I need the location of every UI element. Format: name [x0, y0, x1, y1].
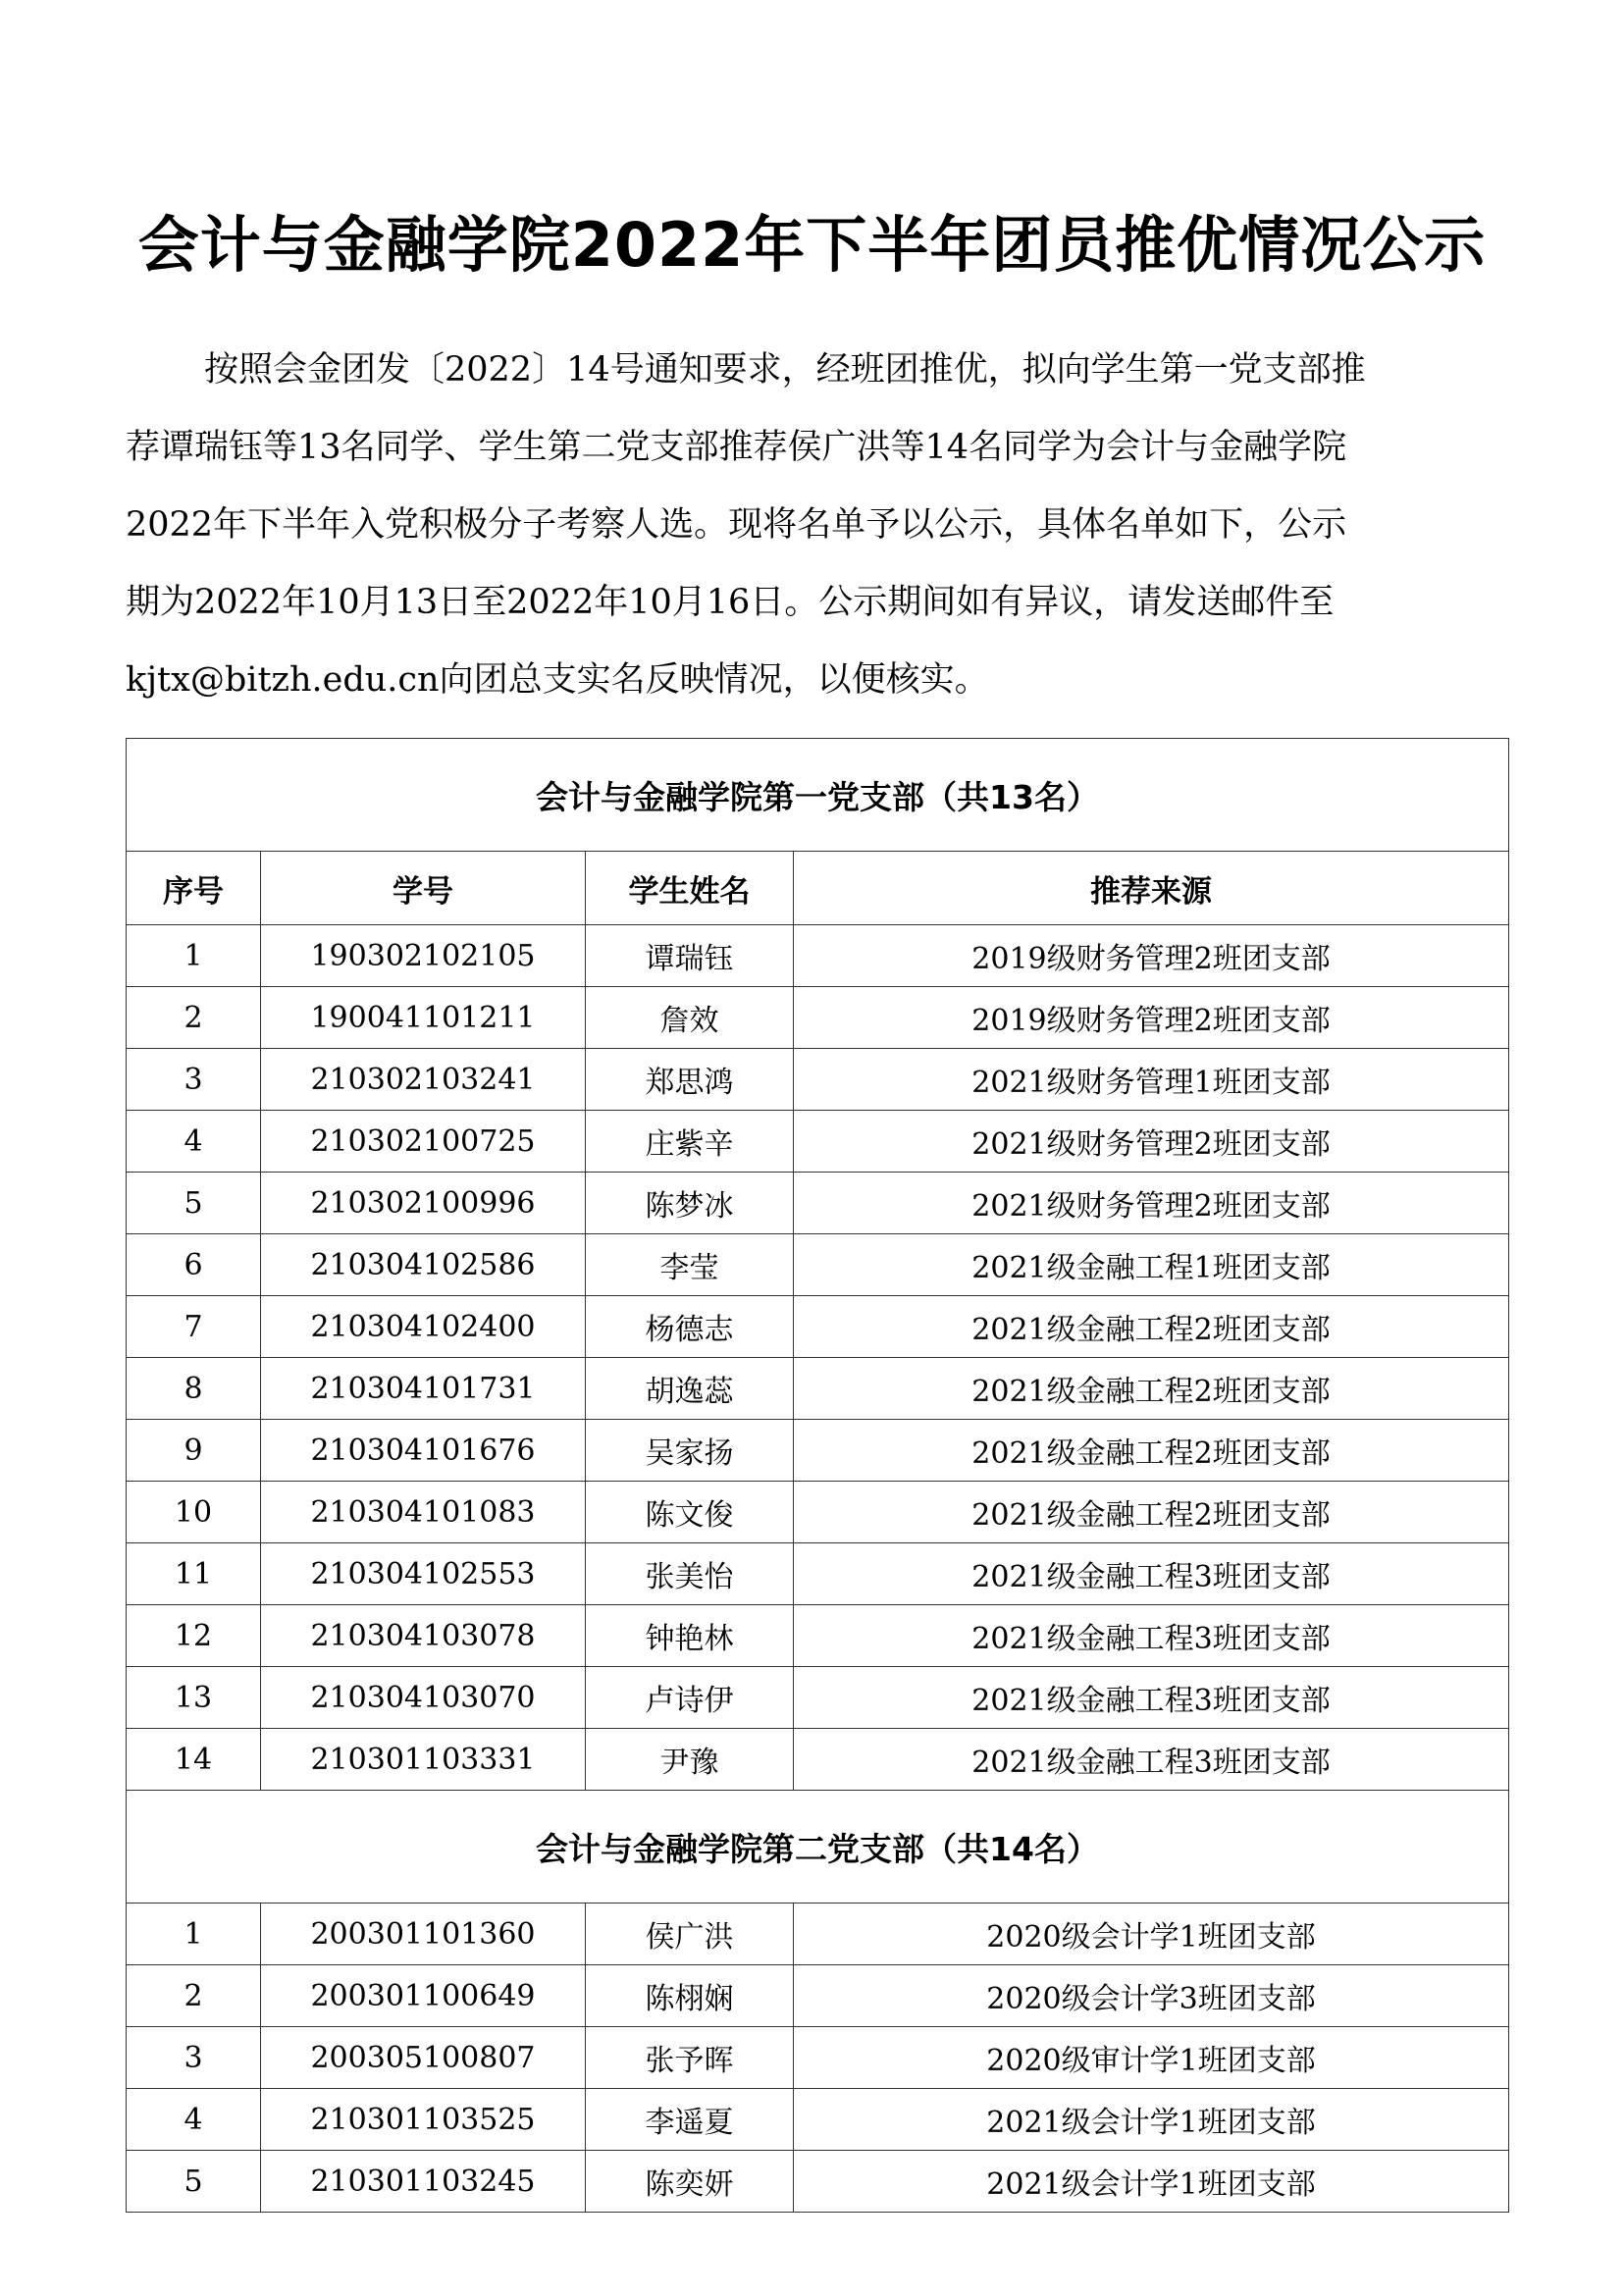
- row-index: 13: [127, 1667, 261, 1729]
- row-index: 8: [127, 1358, 261, 1420]
- recommend-source: 2021级金融工程3班团支部: [794, 1543, 1509, 1605]
- section-title: 会计与金融学院第一党支部（共13名）: [127, 739, 1509, 852]
- recommend-source: 2020级会计学3班团支部: [794, 1965, 1509, 2027]
- header-index: 序号: [127, 852, 261, 925]
- row-index: 1: [127, 925, 261, 987]
- table-row: [127, 1173, 1509, 1234]
- row-index: 5: [127, 1173, 261, 1234]
- recommend-source: 2021级金融工程1班团支部: [794, 1234, 1509, 1296]
- student-name: 詹效: [586, 987, 794, 1049]
- table-row: [127, 925, 1509, 987]
- student-id: 210301103331: [261, 1729, 586, 1791]
- student-id: 210304101083: [261, 1482, 586, 1543]
- student-id: 200301100649: [261, 1965, 586, 2027]
- recommend-source: 2021级金融工程2班团支部: [794, 1296, 1509, 1358]
- student-id: 200305100807: [261, 2027, 586, 2089]
- student-id: 190041101211: [261, 987, 586, 1049]
- table-row: [127, 2089, 1509, 2151]
- student-name: 张予晖: [586, 2027, 794, 2089]
- row-index: 9: [127, 1420, 261, 1482]
- student-name: 李遥夏: [586, 2089, 794, 2151]
- student-name: 郑思鸿: [586, 1049, 794, 1111]
- row-index: 10: [127, 1482, 261, 1543]
- table-row: [127, 2027, 1509, 2089]
- table-row: [127, 1605, 1509, 1667]
- row-index: 1: [127, 1904, 261, 1965]
- student-name: 陈文俊: [586, 1482, 794, 1543]
- student-id: 210302100725: [261, 1111, 586, 1173]
- student-id: 210304101731: [261, 1358, 586, 1420]
- table-row: [127, 1965, 1509, 2027]
- student-id: 200301101360: [261, 1904, 586, 1965]
- recommend-source: 2021级金融工程2班团支部: [794, 1420, 1509, 1482]
- recommend-source: 2021级金融工程3班团支部: [794, 1667, 1509, 1729]
- student-name: 杨德志: [586, 1296, 794, 1358]
- table-row: [127, 1234, 1509, 1296]
- table-row: [127, 2151, 1509, 2213]
- recommend-source: 2021级财务管理2班团支部: [794, 1111, 1509, 1173]
- student-name: 侯广洪: [586, 1904, 794, 1965]
- student-id: 210301103525: [261, 2089, 586, 2151]
- student-name: 谭瑞钰: [586, 925, 794, 987]
- recommend-source: 2019级财务管理2班团支部: [794, 987, 1509, 1049]
- header-student-name: 学生姓名: [586, 852, 794, 925]
- student-name: 钟艳林: [586, 1605, 794, 1667]
- recommend-source: 2021级金融工程2班团支部: [794, 1482, 1509, 1543]
- announcement-paragraph: [126, 332, 1507, 719]
- student-name: 卢诗伊: [586, 1667, 794, 1729]
- recommend-source: 2020级审计学1班团支部: [794, 2027, 1509, 2089]
- table-row: [127, 1904, 1509, 1965]
- student-name: 庄紫辛: [586, 1111, 794, 1173]
- header-source: 推荐来源: [794, 852, 1509, 925]
- student-name: 吴家扬: [586, 1420, 794, 1482]
- row-index: 11: [127, 1543, 261, 1605]
- row-index: 7: [127, 1296, 261, 1358]
- recommend-source: 2021级金融工程3班团支部: [794, 1729, 1509, 1791]
- recommend-source: 2020级会计学1班团支部: [794, 1904, 1509, 1965]
- table-row: [127, 1729, 1509, 1791]
- student-id: 210302103241: [261, 1049, 586, 1111]
- row-index: 12: [127, 1605, 261, 1667]
- header-student-id: 学号: [261, 852, 586, 925]
- row-index: 14: [127, 1729, 261, 1791]
- recommend-source: 2021级金融工程3班团支部: [794, 1605, 1509, 1667]
- student-name: 陈奕妍: [586, 2151, 794, 2213]
- section-title: 会计与金融学院第二党支部（共14名）: [127, 1791, 1509, 1904]
- student-id: 210301103245: [261, 2151, 586, 2213]
- table-row: [127, 1358, 1509, 1420]
- recommend-source: 2021级财务管理2班团支部: [794, 1173, 1509, 1234]
- roster-body: [127, 739, 1509, 2213]
- student-name: 胡逸蕊: [586, 1358, 794, 1420]
- header-row: [127, 852, 1509, 925]
- section-title-row: [127, 739, 1509, 852]
- student-name: 陈栩娴: [586, 1965, 794, 2027]
- table-row: [127, 1420, 1509, 1482]
- student-name: 张美怡: [586, 1543, 794, 1605]
- table-row: [127, 1296, 1509, 1358]
- student-id: 210304103078: [261, 1605, 586, 1667]
- recommend-source: 2021级会计学1班团支部: [794, 2151, 1509, 2213]
- paragraph-line: 期为2022年10月13日至2022年10月16日。公示期间如有异议，请发送邮件至: [126, 583, 1335, 622]
- student-id: 210304102553: [261, 1543, 586, 1605]
- student-id: 210304102586: [261, 1234, 586, 1296]
- table-row: [127, 1111, 1509, 1173]
- table-row: [127, 1482, 1509, 1543]
- document-title: 会计与金融学院2022年下半年团员推优情况公示: [137, 209, 1487, 281]
- roster-table: [126, 738, 1509, 2213]
- row-index: 4: [127, 2089, 261, 2151]
- student-name: 陈梦冰: [586, 1173, 794, 1234]
- row-index: 4: [127, 1111, 261, 1173]
- recommend-source: 2021级金融工程2班团支部: [794, 1358, 1509, 1420]
- row-index: 6: [127, 1234, 261, 1296]
- row-index: 3: [127, 2027, 261, 2089]
- recommend-source: 2019级财务管理2班团支部: [794, 925, 1509, 987]
- recommend-source: 2021级会计学1班团支部: [794, 2089, 1509, 2151]
- table-row: [127, 1049, 1509, 1111]
- student-id: 210304101676: [261, 1420, 586, 1482]
- row-index: 3: [127, 1049, 261, 1111]
- table-row: [127, 1543, 1509, 1605]
- table-row: [127, 987, 1509, 1049]
- student-id: 190302102105: [261, 925, 586, 987]
- recommend-source: 2021级财务管理1班团支部: [794, 1049, 1509, 1111]
- paragraph-line: 按照会金团发〔2022〕14号通知要求，经班团推优，拟向学生第一党支部推: [204, 350, 1366, 390]
- paragraph-line: 荐谭瑞钰等13名同学、学生第二党支部推荐侯广洪等14名同学为会计与金融学院: [126, 428, 1347, 467]
- student-id: 210302100996: [261, 1173, 586, 1234]
- section-title-row: [127, 1791, 1509, 1904]
- row-index: 2: [127, 1965, 261, 2027]
- row-index: 5: [127, 2151, 261, 2213]
- student-name: 尹豫: [586, 1729, 794, 1791]
- paragraph-line: kjtx@bitzh.edu.cn向团总支实名反映情况，以便核实。: [126, 660, 989, 700]
- row-index: 2: [127, 987, 261, 1049]
- student-name: 李莹: [586, 1234, 794, 1296]
- paragraph-line: 2022年下半年入党积极分子考察人选。现将名单予以公示，具体名单如下，公示: [126, 505, 1347, 545]
- table-row: [127, 1667, 1509, 1729]
- student-id: 210304103070: [261, 1667, 586, 1729]
- student-id: 210304102400: [261, 1296, 586, 1358]
